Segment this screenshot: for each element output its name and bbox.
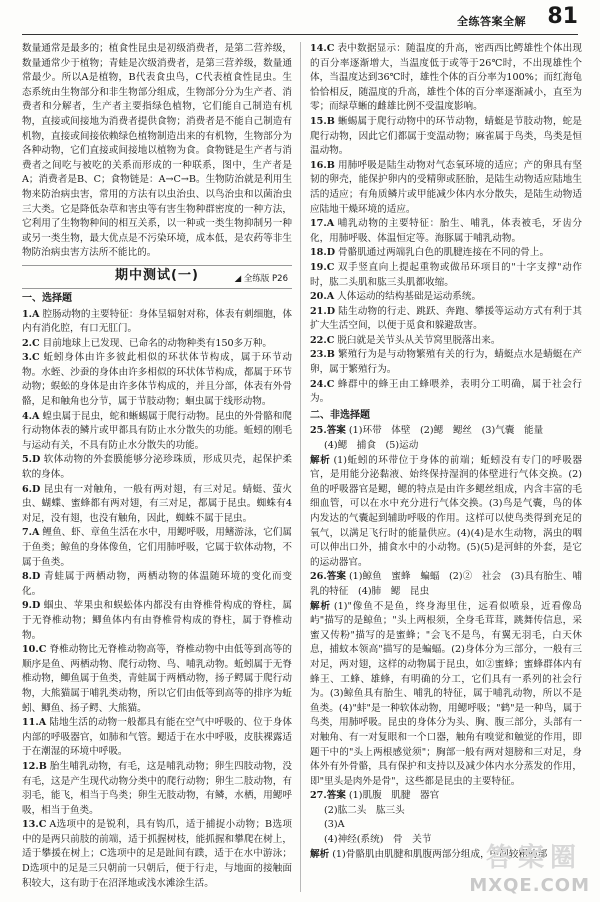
item-number: 18.D [310, 247, 336, 259]
item-text: 蜂群中的蜂王由工蜂喂养，表明分工明确，属于社会行为。 [310, 378, 582, 405]
item-number: 24.C [310, 378, 335, 390]
item-number: 5.D [22, 454, 41, 466]
answer-item [310, 42, 582, 115]
item-number: 4.A [22, 410, 40, 422]
section-heading-choice: 一、选择题 [22, 292, 72, 304]
test-title: 期中测试(一) [115, 267, 199, 283]
page-header [0, 0, 600, 36]
item-text: 脱臼就是关节头从关节窝里脱落出来。 [337, 334, 501, 346]
answer-item [22, 643, 292, 716]
item-text: 腔肠动物的主要特征：身体呈辐射对称，体表有刺细胞，体内有消化腔，有口无肛门。 [22, 308, 292, 335]
book-brand: 全练答案全解 [457, 15, 526, 28]
item-number: 1.A [22, 308, 40, 320]
test-reference: ◢ 全练版 P26 [234, 273, 288, 284]
answer-item [22, 337, 292, 352]
item-text: A选项中的是锐利，具有钩爪，适于捕捉小动物；B选项中的是两只前肢的前端，适于抓握树枝，能抓握和攀爬在树上，适于攀援在树上；C选项中的足是趾间有蹼，适于在水中游泳；D选项中的足是三只朝前一只朝后，便于行走，与地面的接触面积较大，这有助于在沼泽地或浅水滩涂生活。 [22, 819, 292, 889]
item-text: 蚯蚓身体由许多彼此相似的环状体节构成，属于环节动物。水蛭、沙蚕的身体由许多相似的环状体节构成，都属于环节动物；蜈蚣的身体是由许多体节构成的，并且分部，体表有外骨骼，足和触角也分节，属于节肢动物；蛔虫属于线形动物。 [22, 352, 292, 408]
item-text: 人体运动的结构基础是运动系统。 [337, 291, 482, 303]
answer-item [310, 305, 582, 334]
answer-item [310, 159, 582, 217]
item-number: 12.B [22, 760, 47, 772]
answer-item [310, 217, 582, 246]
answer-item [22, 483, 292, 527]
right-column [310, 42, 582, 862]
answer-item [22, 599, 292, 643]
answer-item [310, 378, 582, 407]
item-text: 繁殖行为是与动物繁殖有关的行为，蜻蜓点水是蜻蜓在产卵，属于繁殖行为。 [310, 349, 582, 376]
q25-answer-cont: (4)鳃 捕食 (5)运动 [324, 440, 419, 452]
answer-item [22, 716, 292, 760]
item-number: 23.B [310, 349, 335, 361]
item-text: 双手竖直向上提起重物或做吊环项目的"十字支撑"动作时，肱二头肌和肱三头肌都收缩。 [310, 261, 582, 288]
watermark-logo: 答案圈 [485, 843, 582, 873]
intro-paragraph: 数量通常是最多的；植食性昆虫是初级消费者，是第二营养级，数量通常少于植物；青蛙是次级消费者，是第三营养级，数量通常最少。所以A是植物，B代表食虫鸟，C代表植食性昆虫。生态系统由生物部分和非生物部分组成，生物部分分为生产者、消费者和分解者，生产者主要指绿色植物，它们能自己制造有机物，直接或间接地为消费者提供食物；消费者是不能自己制造有机物，直接或间接依赖绿色植物制造出来的有机物，生物部分为各种动物，它们直接或间接地以植物为食。食物链是生产者与消费者之间吃与被吃的关系而形成的一种联系，图中，生产者是A；消费者是B、C；食物链是：A→C→B。生物防治就是利用生物来防治病虫害，常用的方法有以虫治虫、以鸟治虫和以菌治虫三大类。它是降低杂草和害虫等有害生物种群密度的一种方法，它利用了生物物种间的相互关系，以一种或一类生物抑制另一种或另一类生物，最大优点是不污染环境，成本低，是农药等非生物防治病虫害方法所不能比的。 [22, 43, 292, 259]
item-number: 13.C [22, 819, 47, 831]
answer-item [22, 526, 292, 570]
answer-item [22, 308, 292, 337]
item-number: 2.C [22, 337, 40, 349]
item-text: 鲤鱼、虾、章鱼生活在水中，用鳃呼吸，用鳍游泳，它们属于鱼类；鲸鱼的身体像鱼，它们用肺呼吸，它属于软体动物，不属于鱼类。 [22, 527, 292, 568]
item-number: 7.A [22, 527, 40, 539]
item-number: 10.C [22, 644, 47, 656]
item-text: 骨骼肌通过两端乳白色的肌腱连接在不同的骨上。 [338, 247, 550, 259]
answer-item [22, 760, 292, 818]
page-number: 81 [547, 4, 578, 29]
item-text: 目前地球上已发现、已命名的动物种类有150多万种。 [42, 337, 273, 349]
test-title-bar [22, 265, 292, 289]
item-text: 蝈虫、苹果虫和蜈蚣体内都没有由脊椎骨构成的脊柱，属于无脊椎动物；鲫鱼体内有由脊椎骨构成的脊柱，属于脊椎动物。 [22, 600, 292, 641]
q27-answer: 27.答案 (1)肌腹 肌腱 器官 [310, 790, 440, 802]
item-number: 11.A [22, 717, 47, 729]
answer-item [310, 246, 582, 261]
answer-item [22, 351, 292, 409]
left-answer-list [22, 308, 292, 892]
item-number: 20.A [310, 291, 335, 303]
q26-analysis: 解析 (1)"像鱼不是鱼，终身海里住，远看似喷泉，近看像岛屿"描写的是鲸鱼；"头上两根须，全身毛茸茸，跳舞传信息，采蜜又传粉"描写的是蜜蜂；"会飞不是鸟，有翼无羽毛，白天休息，捕蚊本领高"描写的是蝙蝠。(2)身体分为三部分，一般有三对足，两对翅，这样的动物属于昆虫，如②蜜蜂；蜜蜂群体内有蜂王、工蜂、雄蜂，有明确的分工，它们具有一系列的社会行为。(3)鲸鱼具有胎生、哺乳的特征，属于哺乳动物，所以不是鱼类。(4)"蚌"是一种软体动物，用鳃呼吸；"鹤"是一种鸟，属于鸟类，用肺呼吸。昆虫的身体分为头、胸、腹三部分，头部有一对触角、有一对复眼和一个口器，触角有嗅觉和触觉的作用，即题干中的"头上两根感觉须"；胸部一般有两对翅膀和三对足，身体外有外骨骼，具有保护和支持以及减少体内水分蒸发的作用，即"里头是肉外是骨"，这些都是昆虫的主要特征。 [310, 600, 582, 787]
item-number: 3.C [22, 352, 40, 364]
column-divider [300, 42, 301, 892]
answer-item [310, 261, 582, 290]
right-answer-list [310, 42, 582, 407]
item-number: 14.C [310, 43, 335, 54]
answer-item [310, 290, 582, 305]
item-number: 17.A [310, 218, 335, 230]
left-column [22, 42, 292, 891]
q26-answer: 26.答案 (1)鲸鱼 蜜蜂 蝙蝠 (2)② 社会 (3)具有胎生、哺乳的特征 (4)肺 鳃 昆虫 [310, 571, 582, 597]
item-text: 哺乳动物的主要特征：胎生、哺乳，体表被毛，牙齿分化，用肺呼吸、体温恒定等。海豚属于哺乳动物。 [310, 218, 582, 244]
answer-item [310, 348, 582, 377]
answer-item [22, 570, 292, 599]
item-number: 8.D [22, 571, 41, 583]
item-text: 用肺呼吸是陆生动物对气态氧环境的适应；产的卵具有坚韧的卵壳，能保护卵内的受精卵或胚胎，是陆生动物适应陆地生活的适应；有角质鳞片或甲能减少体内水分散失，是陆生动物适应陆地干燥环境的适应。 [310, 159, 582, 215]
q27-answer-line-3: (3)A [324, 819, 345, 831]
header-rule [22, 34, 578, 35]
item-text: 蜥蜴属于爬行动物中的环节动物，蜻蜓是节肢动物，蛇是爬行动物，因此它们都属于变温动物；麻雀属于鸟类，鸟类是恒温动物。 [310, 115, 582, 157]
answer-item [22, 410, 292, 454]
item-text: 昆虫有一对触角，一般有两对翅，有三对足。蜻蜓、萤火虫、蝴蝶、蜜蜂都有两对翅，有三对足，都属于昆虫。蜘蛛有4对足，没有翅，也没有触角，因此，蜘蛛不属于昆虫。 [22, 483, 292, 524]
item-number: 16.B [310, 159, 335, 171]
watermark-site: MXQE.COM [469, 875, 590, 896]
q27-answer-line-4: (4)神经(系统) 骨 关节 [324, 834, 432, 846]
answer-item [22, 818, 292, 891]
item-text: 青蛙属于两栖动物，两栖动物的体温随环境的变化而变化。 [22, 571, 292, 597]
item-text: 软体动物的外套膜能够分泌珍珠质，形成贝壳，起保护柔软的身体。 [22, 454, 292, 481]
item-text: 表中数据显示：随温度的升高，密西西比鳄雄性个体出现的百分率逐渐增大，当温度低于或等于26℃时，不出现雄性个体，当温度达到36℃时，雄性个体的百分率为100%；而红海龟恰恰相反，随温度的升高，雄性个体的百分率逐渐减小，直至为零；而绿草蜥的雌雄比例不受温度影响。 [310, 43, 582, 113]
item-text: 陆地生活的动物一般都具有能在空气中呼吸的、位于身体内部的呼吸器官，如肺和气管。鳃适于在水中呼吸，皮肤裸露适于在潮湿的环境中呼吸。 [22, 717, 292, 758]
item-number: 22.C [310, 334, 335, 346]
answer-item [310, 115, 582, 159]
item-number: 19.C [310, 261, 335, 273]
item-number: 21.D [310, 305, 336, 317]
answer-item [22, 453, 292, 482]
q27-answer-line-2: (2)肱二头 肱三头 [324, 804, 405, 816]
item-text: 蝗虫属于昆虫，蛇和蜥蜴属于爬行动物。昆虫的外骨骼和爬行动物体表的鳞片或甲都具有防止水分散失的功能。蚯蚓的刚毛与运动有关，不具有防止水分散失的功能。 [22, 410, 292, 451]
q27-analysis: 解析 (1)骨骼肌由肌腱和肌腹两部分组成，中间较粗的部 [310, 848, 548, 860]
q25-answer: 25.答案 (1)环带 体壁 (2)鳃 鳃丝 (3)气囊 能量 [310, 425, 544, 437]
item-number: 15.B [310, 115, 335, 127]
item-text: 胎生哺乳动物，有毛，这是哺乳动物；卵生四肢动物，没有毛，这是产生现代动物分类中的爬行动物；卵生二肢动物，有羽毛，能飞，相当于鸟类；卵生无肢动物，有鳞，水栖，用鳃呼吸，相当于鱼类。 [22, 760, 292, 816]
item-number: 9.D [22, 600, 41, 612]
item-text: 陆生动物的行走、跳跃、奔跑、攀援等运动方式有利于其扩大生活空间，以便于觅食和躲避敌害。 [310, 305, 582, 332]
item-number: 6.D [22, 483, 41, 495]
answer-item [310, 334, 582, 349]
section-heading-nonchoice: 二、非选择题 [310, 409, 370, 421]
item-text: 脊椎动物比无脊椎动物高等，脊椎动物中由低等到高等的顺序是鱼、两栖动物、爬行动物、鸟、哺乳动物。蚯蚓属于无脊椎动物，鲫鱼属于鱼类，青蛙属于两栖动物，扬子鳄属于爬行动物，大熊猫属于哺乳类动物，所以它们由低等到高等的排序为蚯蚓、鲫鱼、扬子鳄、大熊猫。 [22, 644, 292, 714]
q25-analysis: 解析 (1)蚯蚓的环带位于身体的前端；蚯蚓没有专门的呼吸器官，是用能分泌黏液、始终保持湿润的体壁进行气体交换。(2)鱼的呼吸器官是鳃，鳃的特点是由许多鳃丝组成，内含丰富的毛细血管，可以在水中充分进行气体交换。(3)鸟是气囊，鸟的体内发达的气囊起到辅助呼吸的作用。这样可以使鸟类得到充足的氧气，以满足飞行时的能量供应。(4)(4)是水生动物，涡虫的咽可以伸出口外，捕食水中的小动物。(5)(5)是河蚌的外套，是它的运动器官。 [310, 454, 583, 568]
